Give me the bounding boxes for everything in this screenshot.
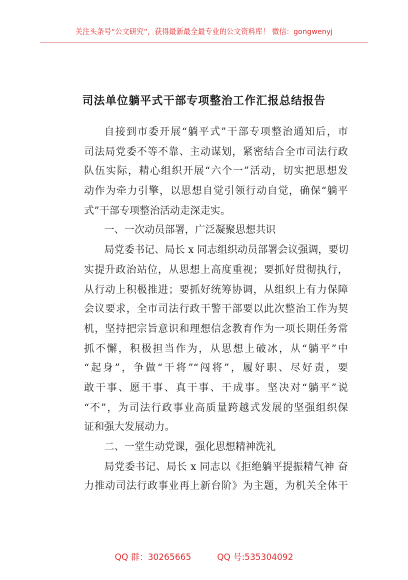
body-line: 实提升政治站位，从思想上高度重视；要抓好贯彻执行， (84, 264, 348, 276)
body-line: 证和强大发展动力。 (84, 422, 175, 434)
document-title: 司法单位躺平式干部专项整治工作汇报总结报告 (82, 94, 326, 107)
document-body (84, 123, 348, 497)
body-line: 从行动上积极推进；要抓好统筹协调，从组织上有力保障 (84, 284, 348, 296)
qq-number-text: QQ 号:535304092 (217, 553, 294, 563)
body-line: 局党委书记、局长 x 同志以《拒绝躺平提振精气神 奋 (104, 461, 348, 473)
footer-banner (0, 551, 408, 563)
body-line: “不”，为司法行政事业高质量跨越式发展的坚强组织保 (84, 402, 348, 414)
body-line: 队伍实际，精心组织开展“六个一”活动，切实把思想发 (84, 166, 348, 178)
section-heading: 二、一堂生动党课，强化思想精神洗礼 (104, 442, 276, 453)
body-line: 敢干事、愿干事、真干事、干成事。坚决对“躺平”说 (84, 382, 348, 394)
body-line: “起身”，争做“干将”“闯将”，履好职、尽好责，要 (84, 363, 348, 375)
body-line: 自接到市委开展“躺平式”干部专项整治通知后，市 (104, 127, 348, 138)
section-heading: 一、一次动员部署，广泛凝聚思想共识 (104, 225, 276, 237)
body-line: 机，坚持把宗旨意识和理想信念教育作为一项长期任务常 (84, 323, 348, 335)
body-line: 司法局党委不等不靠、主动谋划，紧密结合全市司法行政 (84, 146, 348, 158)
body-line: 式”干部专项整治活动走深走实。 (84, 205, 231, 217)
body-line: 动作为牵力引擎，以思想自觉引领行动自觉，确保“躺平 (84, 186, 348, 198)
header-banner: 关注头条号“公文研究”，获得最新最全最专业的公文资料库！ 微信：gongwenyj (40, 26, 368, 43)
qq-group-text: QQ 群：30265665 (114, 553, 192, 563)
body-line: 会议要求，全市司法行政干警干部要以此次整治工作为契 (84, 304, 348, 316)
body-line: 局党委书记、局长 x 同志组织动员部署会议强调，要切 (104, 245, 349, 257)
body-line: 抓不懈，积极担当作为，从思想上破冰，从“躺平”中 (84, 343, 348, 355)
body-line: 力推动司法行政事业再上新台阶》为主题，为机关全体干 (84, 481, 348, 493)
